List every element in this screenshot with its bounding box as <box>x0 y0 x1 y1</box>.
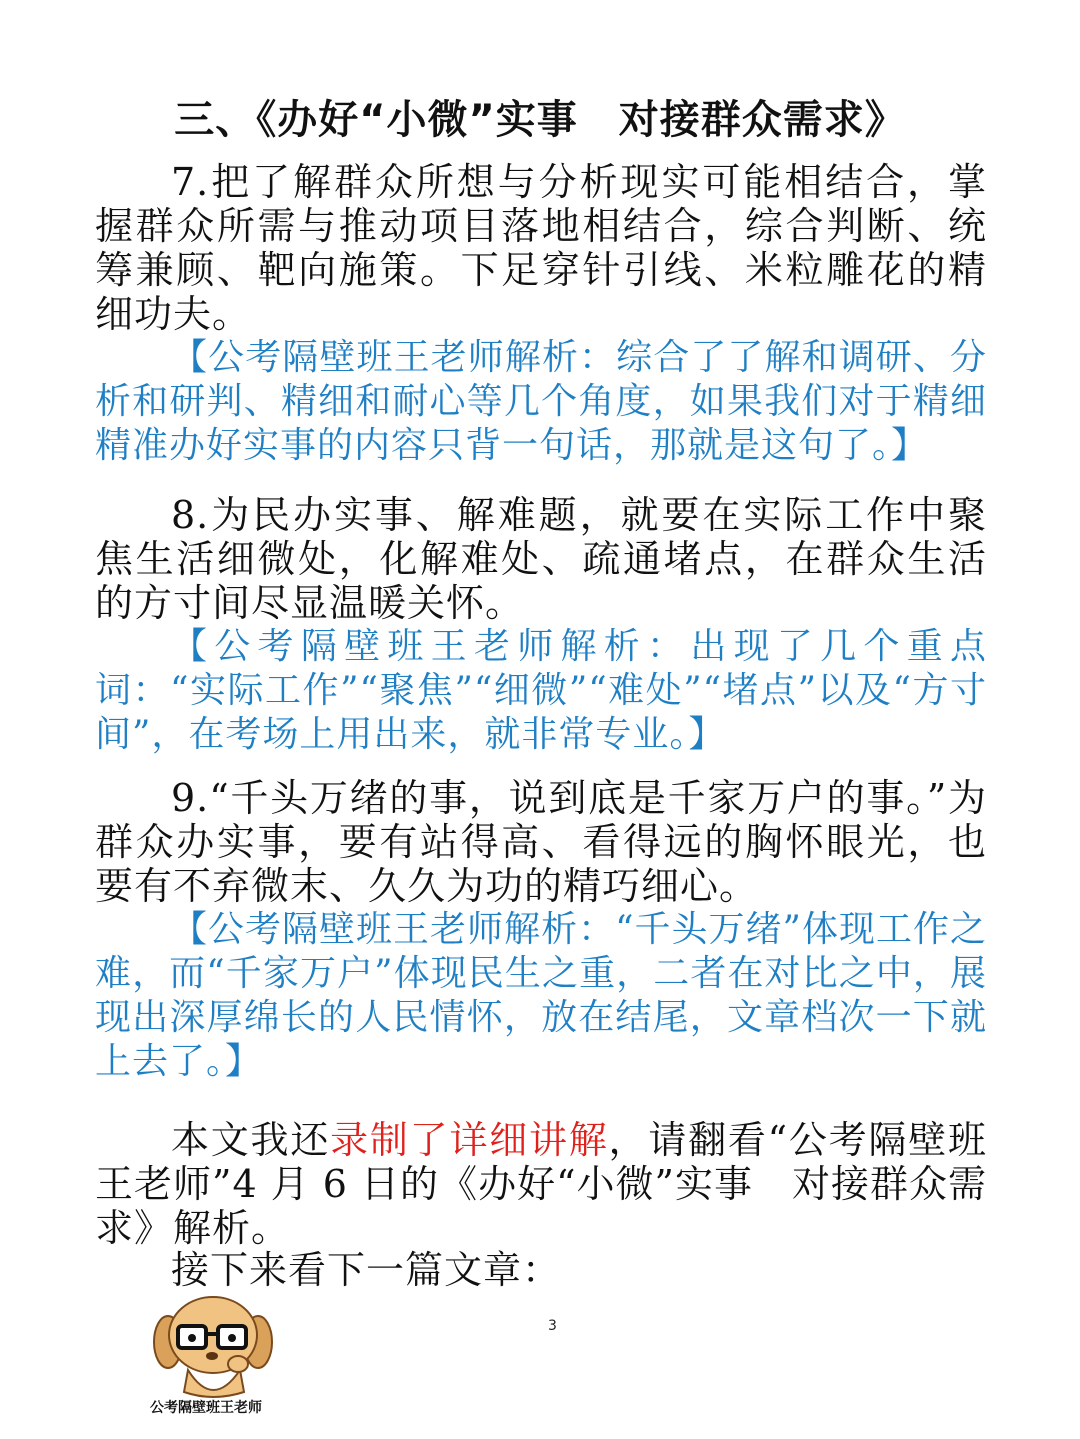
logo-caption: 公考隔壁班王老师 <box>150 1400 262 1416</box>
item-7 <box>95 160 987 468</box>
item-text: 9.“千头万绪的事，说到底是千家万户的事。”为群众办实事，要有站得高、看得远的胸怀眼光，也要有不弃微末、久久为功的精巧细心。 <box>95 776 987 908</box>
page-title: 三、《办好“小微”实事 对接群众需求》 <box>174 97 906 143</box>
next-article: 接下来看下一篇文章： <box>171 1248 562 1292</box>
item-text: 7.把了解群众所想与分析现实可能相结合，掌握群众所需与推动项目落地相结合，综合判断、统筹兼顾、靶向施策。下足穿针引线、米粒雕花的精细功夫。 <box>95 160 987 336</box>
item-8 <box>95 493 987 757</box>
closing-highlight: 录制了详细讲解 <box>330 1118 609 1162</box>
item-analysis: 【公考隔壁班王老师解析：“千头万绪”体现工作之难，而“千家万户”体现民生之重，二者在对比之中，展现出深厚绵长的人民情怀，放在结尾，文章档次一下就上去了。】 <box>95 909 987 1082</box>
closing-prefix: 本文我还 <box>171 1118 331 1162</box>
closing-suffix: ，请翻看“公考隔壁班王老师”4 月 6 日的《办好“小微”实事 对接群众需求》解析。 <box>95 1118 987 1250</box>
page-number: 3 <box>548 1318 557 1334</box>
item-analysis: 【公考隔壁班王老师解析：综合了了解和调研、分析和研判、精细和耐心等几个角度，如果我们对于精细精准办好实事的内容只背一句话，那就是这句了。】 <box>95 337 987 466</box>
item-9 <box>95 776 987 1084</box>
item-analysis: 【公考隔壁班王老师解析：出现了几个重点词：“实际工作”“聚焦”“细微”“难处”“堵点”以及“方寸间”，在考场上用出来，就非常专业。】 <box>95 626 987 755</box>
closing-paragraph <box>95 1118 987 1250</box>
item-text: 8.为民办实事、解难题，就要在实际工作中聚焦生活细微处，化解难处、疏通堵点，在群众生活的方寸间尽显温暖关怀。 <box>95 493 987 625</box>
